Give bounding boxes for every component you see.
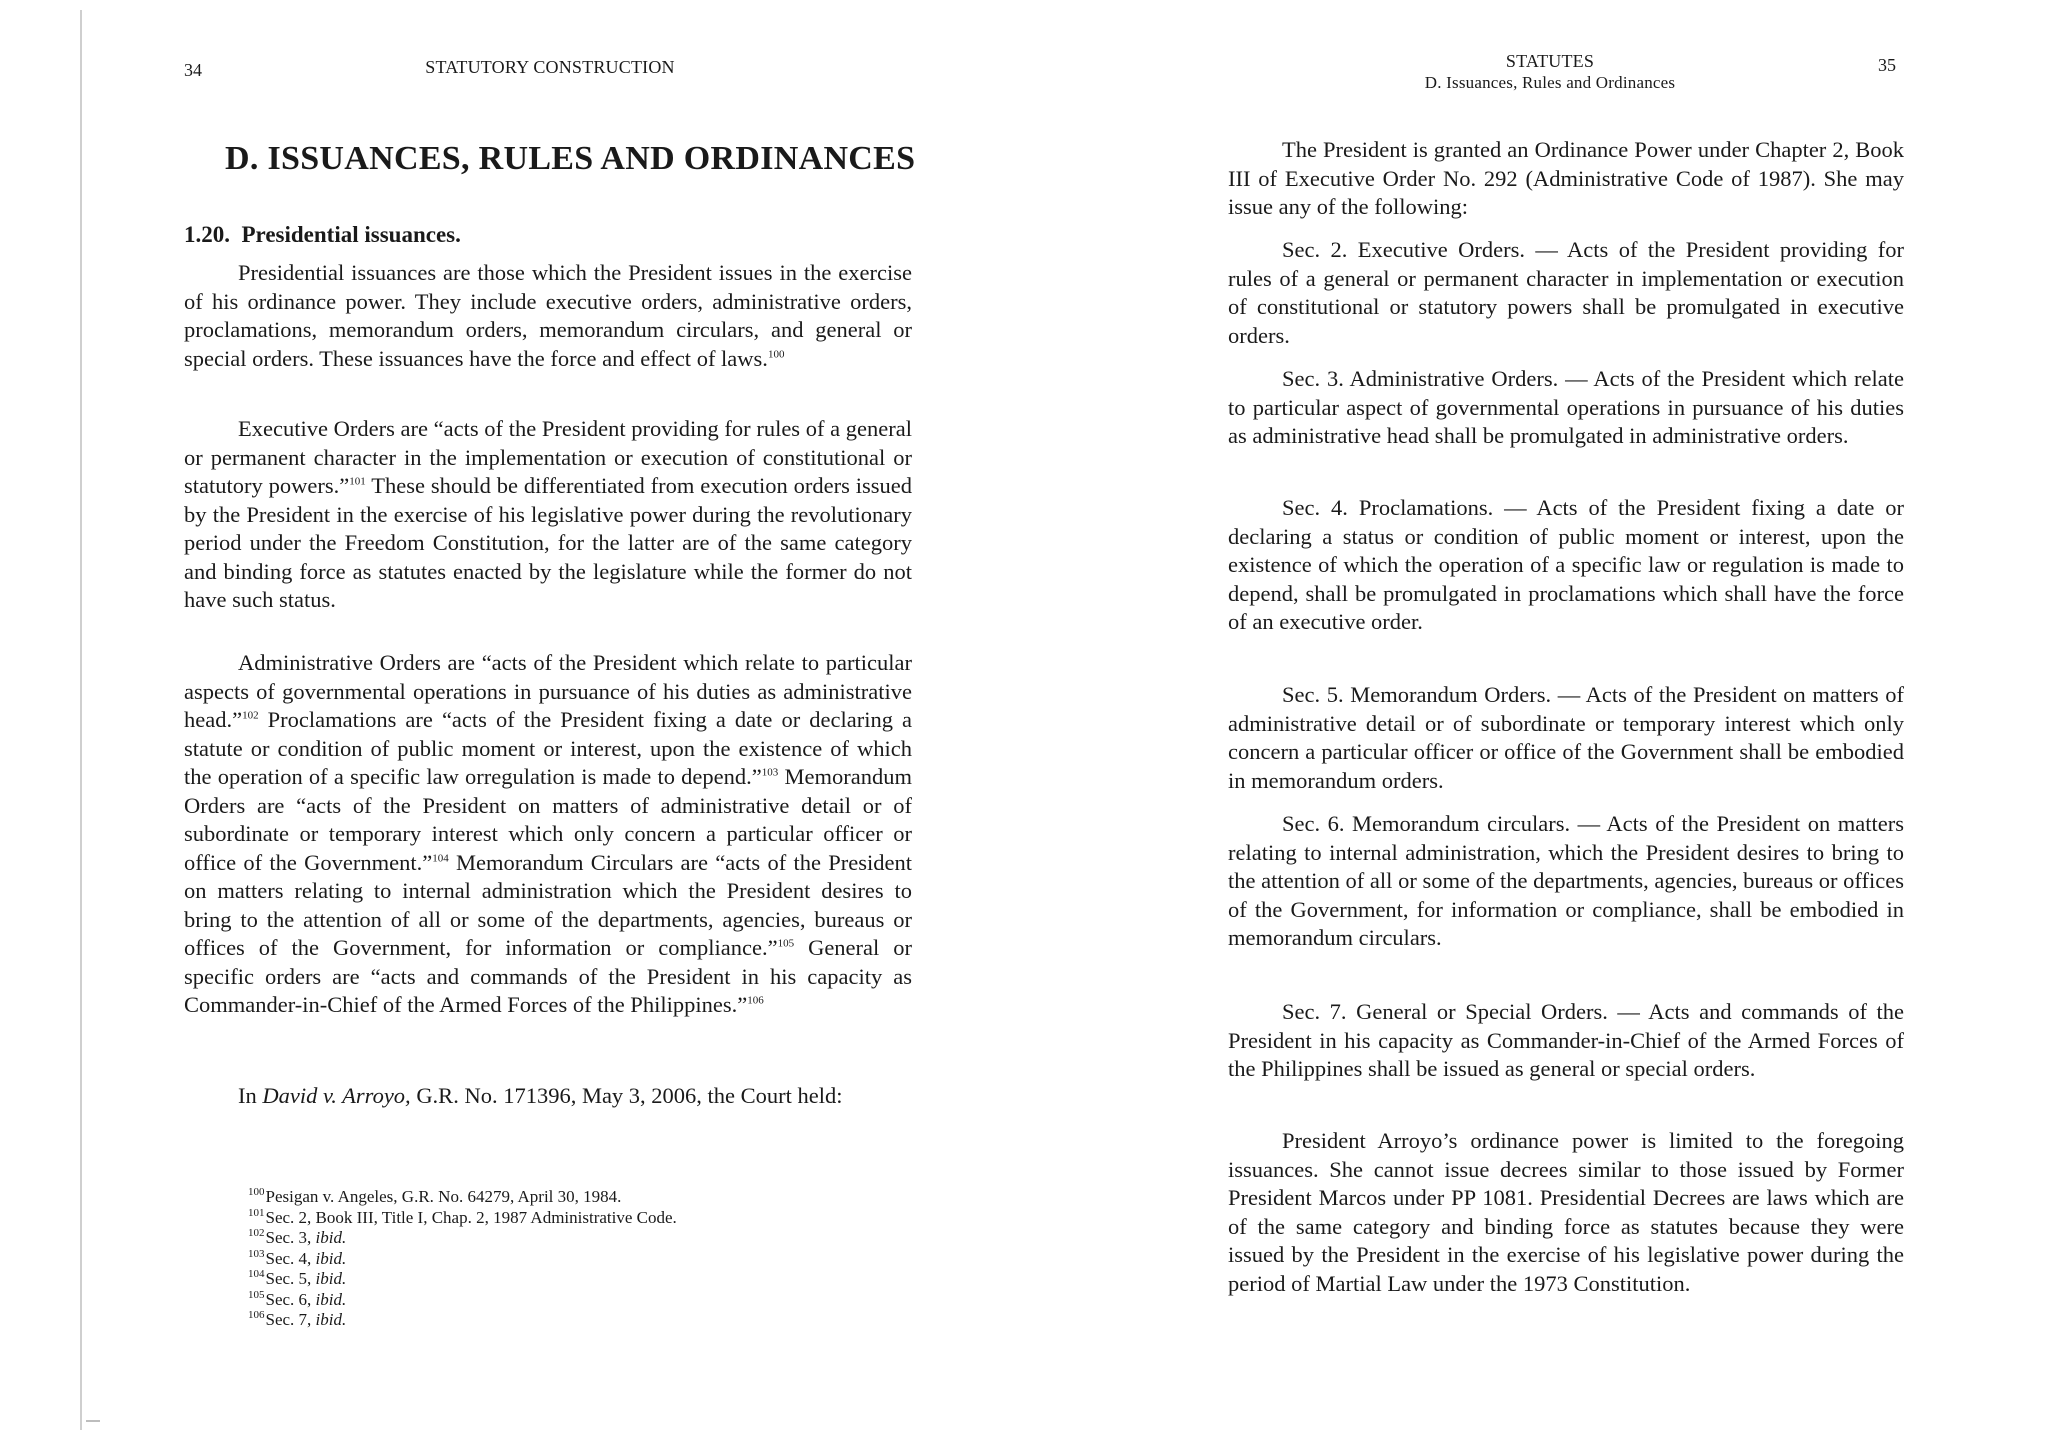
footnote-ref: 102 xyxy=(242,709,259,722)
paragraph-text: G.R. No. 171396, May 3, 2006, the Court held: xyxy=(410,1083,843,1108)
paragraph-text: Proclamations are “acts of the President fixing a date or declaring a statute or condition of public moment or interest, upon the existence of which the operation of a specific law orregulation is made to depend.” xyxy=(184,707,912,789)
footnote-ref: 101 xyxy=(349,475,366,488)
paragraph-sec-7: Sec. 7. General or Special Orders. — Acts and commands of the President in his capacity as Commander-in-Chief of the Armed Forces of the Philippines shall be issued as general or special orders. xyxy=(1228,999,1904,1081)
footnote-ref: 100 xyxy=(767,348,785,360)
paragraph-sec-4: Sec. 4. Proclamations. — Acts of the President fixing a date or declaring a status or condition of public moment or interest, upon the existence of which the operation of a specific law or regulation is made to depend, shall be promulgated in proclamations which shall have the force of an executive order. xyxy=(1228,495,1904,634)
running-head-title: STATUTES xyxy=(1505,51,1595,71)
paragraph-sec-3: Sec. 3. Administrative Orders. — Acts of the President which relate to particular aspect of governmental operations in pursuance of his duties as administrative head shall be promulgated in administrative orders. xyxy=(1228,366,1904,448)
subsection-heading xyxy=(184,222,461,248)
paragraph-text: Administrative Orders are “acts of the President which relate to particular aspects of governmental operations in pursuance of his duties as administrative head.” xyxy=(184,650,912,732)
subsection-title: Presidential issuances. xyxy=(241,222,461,247)
paragraph-executive-orders xyxy=(184,415,912,615)
paragraph-presidential-issuances xyxy=(184,259,912,373)
footnote-ref: 106 xyxy=(747,994,764,1007)
footnote-item: $^{102}$Sec. 3, ibid. xyxy=(248,1227,347,1247)
section-title: D. ISSUANCES, RULES AND ORDINANCES xyxy=(225,140,916,177)
footnote-item: $^{103}$Sec. 4, ibid. xyxy=(248,1247,347,1268)
paragraph-arroyo-limits: President Arroyo’s ordinance power is limited to the foregoing issuances. She cannot issue decrees similar to those issued by Former President Marcos under PP 1081. Presidential Decrees are laws which are of the same category and binding force as statutes because they were issued by the President in the exercise of his legislative power during the period of Martial Law under the 1973 Constitution. xyxy=(1228,1128,1904,1296)
footnote-ref: 103 xyxy=(761,766,779,779)
paragraph-text: Executive Orders are “acts of the President providing for rules of a general or permanent character in the implementation or execution of constitutional or statutory powers.” xyxy=(184,416,912,498)
subsection-number: 1.20. xyxy=(184,222,230,247)
paragraph-text: Memorandum Orders are “acts of the President on matters of administrative detail or of subordinate or temporary interest which only concern a particular officer or office of the Government.” xyxy=(184,764,912,875)
paragraph-text: Presidential issuances are those which the President issues in the exercise of his ordinance power. They include executive orders, administrative orders, proclamations, memorandum orders, memorandum circulars, and general or special orders. These issuances have the force and effect of laws. xyxy=(184,260,912,371)
paragraph-text: Memorandum Circulars are “acts of the President on matters relating to internal administration which the President desires to bring to the attention of all or some of the departments, agencies, bureaus or offices of the Government, for information or compliance.” xyxy=(184,849,912,960)
paragraph-sec-2: Sec. 2. Executive Orders. — Acts of the President providing for rules of a general or permanent character in implementation or execution of constitutional or statutory powers shall be promulgated in executive orders. xyxy=(1228,237,1904,348)
paragraph-david-v-arroyo xyxy=(184,1082,912,1111)
paragraph-ordinance-power: The President is granted an Ordinance Power under Chapter 2, Book III of Executive Order No. 292 (Administrative Code of 1987). She may issue any of the following: xyxy=(1228,137,1904,219)
running-head-subtitle: D. Issuances, Rules and Ordinances xyxy=(1424,73,1676,92)
paragraph-text: These should be differentiated from execution orders issued by the President in the exercise of his legislative power during the revolutionary period under the Freedom Constitution, for the latter are of the same category and binding force as statutes enacted by the legislature while the former do not have such status. xyxy=(184,473,912,612)
running-head-right xyxy=(1330,50,1770,94)
binding-edge xyxy=(80,10,82,1430)
running-head-left: STATUTORY CONSTRUCTION xyxy=(425,57,675,77)
case-name: David v. Arroyo, xyxy=(262,1083,411,1108)
paragraph-text: In xyxy=(238,1083,263,1108)
footnote-ref: 104 xyxy=(432,852,449,864)
footnote-item: $^{104}$Sec. 5, ibid. xyxy=(248,1268,347,1288)
paragraph-administrative-orders xyxy=(184,649,912,1020)
paragraph-text: General or specific orders are “acts and commands of the President in his capacity as Commander-in-Chief of the Armed Forces of the Philippines.” xyxy=(184,935,912,1017)
paragraph-sec-6: Sec. 6. Memorandum circulars. — Acts of the President on matters relating to internal administration, which the President desires to bring to the attention of all or some of the departments, agencies, bureaus or offices of the Government, for information or compliance, shall be embodied in memorandum circulars. xyxy=(1228,811,1904,950)
footnote-item: $^{106}$Sec. 7, ibid. xyxy=(248,1309,347,1329)
right-page xyxy=(1140,0,2048,1447)
paragraph-sec-5: Sec. 5. Memorandum Orders. — Acts of the President on matters of administrative detail or of subordinate or temporary interest which only concern a particular officer or office of the Government shall be embodied in memorandum orders. xyxy=(1228,682,1904,793)
footnote-item: $^{101}$Sec. 2, Book III, Title I, Chap. 2, 1987 Administrative Code. xyxy=(248,1206,677,1227)
binding-edge-foot xyxy=(86,1420,100,1422)
page-number-left: 34 xyxy=(184,60,202,80)
footnote-ref: 105 xyxy=(777,937,795,950)
left-page xyxy=(0,0,1010,1447)
footnote-item: $^{100}$Pesigan v. Angeles, G.R. No. 64279, April 30, 1984. xyxy=(248,1186,622,1206)
footnotes xyxy=(248,1187,677,1331)
footnote-item: $^{105}$Sec. 6, ibid. xyxy=(248,1288,347,1309)
page-number-right: 35 xyxy=(1878,55,1896,75)
